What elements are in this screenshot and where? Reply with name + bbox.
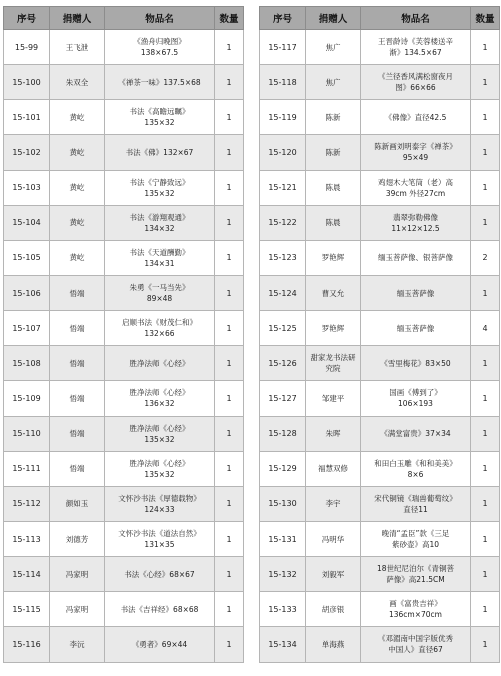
item-line: 11×12×12.5 xyxy=(391,223,440,233)
item-line: 书法《宁静致远》 xyxy=(129,177,190,187)
cell-item xyxy=(105,240,215,275)
table-row xyxy=(4,100,244,135)
cell-qty: 1 xyxy=(471,205,500,240)
cell-donor: 颜如玉 xyxy=(50,486,105,521)
cell-seq: 15-107 xyxy=(4,311,50,346)
cell-qty: 1 xyxy=(215,30,244,65)
cell-item xyxy=(105,275,215,310)
cell-item xyxy=(105,592,215,627)
header-item: 物品名 xyxy=(105,7,215,30)
table-row xyxy=(260,100,500,135)
item-line: 陈新画刘明泰字《禅茶》 xyxy=(374,142,457,152)
cell-donor: 陈晨 xyxy=(306,205,361,240)
item-line: 39cm 外径27cm xyxy=(385,188,446,198)
cell-item xyxy=(361,100,471,135)
cell-qty: 1 xyxy=(471,521,500,556)
cell-donor: 陈新 xyxy=(306,100,361,135)
item-line: 《佛像》直径42.5 xyxy=(384,112,447,122)
cell-item xyxy=(361,381,471,416)
table-row xyxy=(260,521,500,556)
item-line: 95×49 xyxy=(402,153,429,163)
item-line: 缅玉菩萨像 xyxy=(396,288,435,298)
item-line: 翡翠弥勒佛像 xyxy=(393,212,438,222)
header-seq: 序号 xyxy=(260,7,306,30)
table-row xyxy=(260,205,500,240)
cell-qty: 1 xyxy=(215,627,244,662)
table-row xyxy=(4,592,244,627)
cell-seq: 15-104 xyxy=(4,205,50,240)
cell-seq: 15-101 xyxy=(4,100,50,135)
cell-item xyxy=(105,65,215,100)
cell-item xyxy=(361,135,471,170)
table-row xyxy=(260,627,500,662)
cell-qty: 1 xyxy=(471,381,500,416)
cell-qty: 1 xyxy=(471,100,500,135)
item-line: 106×193 xyxy=(398,399,433,409)
item-line: 135×32 xyxy=(144,188,175,198)
cell-donor: 朱双全 xyxy=(50,65,105,100)
cell-qty: 1 xyxy=(471,592,500,627)
cell-seq: 15-105 xyxy=(4,240,50,275)
table-row xyxy=(4,30,244,65)
cell-qty: 1 xyxy=(215,521,244,556)
cell-item xyxy=(361,65,471,100)
cell-item xyxy=(105,135,215,170)
table-row xyxy=(260,592,500,627)
table-row xyxy=(260,486,500,521)
item-line: 文怀沙书法《厚德载物》 xyxy=(118,493,201,503)
cell-donor: 刘毅军 xyxy=(306,557,361,592)
cell-donor: 悟端 xyxy=(50,346,105,381)
cell-qty: 1 xyxy=(215,100,244,135)
item-line: 《雪里梅花》83×50 xyxy=(380,358,451,368)
cell-qty: 2 xyxy=(471,240,500,275)
cell-seq: 15-112 xyxy=(4,486,50,521)
table-row xyxy=(260,557,500,592)
cell-item xyxy=(105,381,215,416)
cell-qty: 1 xyxy=(471,416,500,451)
cell-qty: 1 xyxy=(215,205,244,240)
cell-item xyxy=(105,521,215,556)
donation-table-right xyxy=(259,6,500,663)
cell-donor: 黄屹 xyxy=(50,100,105,135)
header-donor: 捐赠人 xyxy=(50,7,105,30)
cell-qty: 1 xyxy=(471,486,500,521)
cell-item xyxy=(361,205,471,240)
table-row xyxy=(4,311,244,346)
cell-seq: 15-117 xyxy=(260,30,306,65)
item-line: 胜净法师《心经》 xyxy=(129,458,190,468)
cell-donor: 黄屹 xyxy=(50,135,105,170)
table-row xyxy=(4,240,244,275)
item-line: 胜净法师《心经》 xyxy=(129,423,190,433)
item-line: 《兰径香风满松窗夜月 xyxy=(378,72,453,82)
item-line: 胜净法师《心经》 xyxy=(129,358,190,368)
cell-seq: 15-102 xyxy=(4,135,50,170)
cell-item xyxy=(361,275,471,310)
item-line: 书法《高瞻远瞩》 xyxy=(129,107,190,117)
cell-donor: 李宇 xyxy=(306,486,361,521)
cell-seq: 15-118 xyxy=(260,65,306,100)
cell-seq: 15-134 xyxy=(260,627,306,662)
cell-qty: 1 xyxy=(471,557,500,592)
cell-donor: 悟端 xyxy=(50,275,105,310)
cell-donor: 曹又允 xyxy=(306,275,361,310)
cell-qty: 1 xyxy=(215,486,244,521)
cell-item xyxy=(105,627,215,662)
item-line: 134×31 xyxy=(144,258,175,268)
cell-seq: 15-123 xyxy=(260,240,306,275)
cell-qty: 1 xyxy=(215,381,244,416)
cell-seq: 15-129 xyxy=(260,451,306,486)
table-header-row xyxy=(4,7,244,30)
item-line: 136cm×70cm xyxy=(388,610,442,620)
table-row xyxy=(4,205,244,240)
cell-donor: 单海燕 xyxy=(306,627,361,662)
cell-item xyxy=(361,311,471,346)
item-line: 王晋龄诗《芙蓉楼送辛 xyxy=(378,37,453,47)
item-line: 135×32 xyxy=(144,469,175,479)
cell-donor: 朱晖 xyxy=(306,416,361,451)
cell-item xyxy=(361,592,471,627)
item-line: 136×32 xyxy=(144,399,175,409)
cell-donor: 冯家明 xyxy=(50,592,105,627)
cell-seq: 15-127 xyxy=(260,381,306,416)
item-line: 直径11 xyxy=(403,504,428,514)
cell-item xyxy=(361,486,471,521)
cell-item xyxy=(105,451,215,486)
item-line: 书法《心经》68×67 xyxy=(124,569,195,579)
cell-seq: 15-132 xyxy=(260,557,306,592)
cell-donor: 罗艳辉 xyxy=(306,240,361,275)
cell-item xyxy=(105,100,215,135)
header-qty: 数量 xyxy=(471,7,500,30)
cell-qty: 1 xyxy=(471,65,500,100)
table-row xyxy=(260,346,500,381)
table-row xyxy=(4,275,244,310)
cell-item xyxy=(361,627,471,662)
cell-qty: 1 xyxy=(215,275,244,310)
cell-seq: 15-131 xyxy=(260,521,306,556)
item-line: 萨像》高21.5CM xyxy=(386,575,445,585)
item-line: 18世纪尼泊尔《青铜菩 xyxy=(376,564,455,574)
cell-qty: 1 xyxy=(471,627,500,662)
cell-qty: 1 xyxy=(471,170,500,205)
header-donor: 捐赠人 xyxy=(306,7,361,30)
item-line: 画《富贵吉祥》 xyxy=(389,599,442,609)
cell-donor: 悟端 xyxy=(50,416,105,451)
table-row xyxy=(260,416,500,451)
header-item: 物品名 xyxy=(361,7,471,30)
table-row xyxy=(4,135,244,170)
cell-qty: 1 xyxy=(215,346,244,381)
item-line: 《邓湄南中国字版优秀 xyxy=(378,634,453,644)
cell-donor: 悟端 xyxy=(50,381,105,416)
cell-qty: 1 xyxy=(471,451,500,486)
cell-qty: 1 xyxy=(215,65,244,100)
item-line: 缅玉菩萨像、银菩萨像 xyxy=(378,253,453,263)
cell-item xyxy=(361,30,471,65)
item-line: 朱勇《一马当先》 xyxy=(129,283,190,293)
cell-item xyxy=(105,557,215,592)
cell-qty: 1 xyxy=(215,451,244,486)
cell-donor: 陈新 xyxy=(306,135,361,170)
item-line: 《渔舟归晚图》 xyxy=(133,37,186,47)
cell-seq: 15-108 xyxy=(4,346,50,381)
cell-qty: 1 xyxy=(471,30,500,65)
table-header-row xyxy=(260,7,500,30)
table-row xyxy=(4,416,244,451)
cell-donor: 李沅 xyxy=(50,627,105,662)
cell-donor: 王飞泄 xyxy=(50,30,105,65)
cell-donor: 黄屹 xyxy=(50,240,105,275)
table-row xyxy=(260,135,500,170)
cell-seq: 15-111 xyxy=(4,451,50,486)
table-row xyxy=(260,275,500,310)
table-row xyxy=(260,240,500,275)
item-line: 135×32 xyxy=(144,118,175,128)
cell-donor: 福慧双修 xyxy=(306,451,361,486)
cell-seq: 15-109 xyxy=(4,381,50,416)
cell-seq: 15-128 xyxy=(260,416,306,451)
cell-seq: 15-130 xyxy=(260,486,306,521)
item-line: 138×67.5 xyxy=(140,48,179,58)
item-line: 胜净法师《心经》 xyxy=(129,388,190,398)
cell-seq: 15-126 xyxy=(260,346,306,381)
item-line: 《满堂富贵》37×34 xyxy=(380,429,451,439)
cell-seq: 15-115 xyxy=(4,592,50,627)
cell-qty: 1 xyxy=(471,135,500,170)
table-row xyxy=(260,170,500,205)
cell-seq: 15-125 xyxy=(260,311,306,346)
cell-seq: 15-114 xyxy=(4,557,50,592)
cell-seq: 15-110 xyxy=(4,416,50,451)
table-row xyxy=(260,381,500,416)
cell-item xyxy=(105,416,215,451)
cell-donor: 焦广 xyxy=(306,65,361,100)
cell-donor: 刘德芳 xyxy=(50,521,105,556)
cell-qty: 1 xyxy=(215,240,244,275)
cell-item xyxy=(105,486,215,521)
cell-seq: 15-113 xyxy=(4,521,50,556)
item-line: 书法《游翔观通》 xyxy=(129,212,190,222)
item-line: 书法《佛》132×67 xyxy=(125,147,194,157)
item-line: 89×48 xyxy=(146,294,173,304)
cell-donor: 冯家明 xyxy=(50,557,105,592)
cell-donor: 黄屹 xyxy=(50,205,105,240)
item-line: 渐》134.5×67 xyxy=(389,48,442,58)
cell-qty: 1 xyxy=(215,311,244,346)
cell-qty: 4 xyxy=(471,311,500,346)
cell-qty: 1 xyxy=(471,275,500,310)
cell-seq: 15-116 xyxy=(4,627,50,662)
table-row xyxy=(4,557,244,592)
item-line: 132×66 xyxy=(144,329,175,339)
cell-donor: 悟端 xyxy=(50,311,105,346)
cell-seq: 15-99 xyxy=(4,30,50,65)
cell-donor: 胡彦银 xyxy=(306,592,361,627)
cell-item xyxy=(105,170,215,205)
item-line: 124×33 xyxy=(144,504,175,514)
cell-item xyxy=(105,30,215,65)
cell-qty: 1 xyxy=(215,557,244,592)
cell-donor: 邹建平 xyxy=(306,381,361,416)
cell-seq: 15-124 xyxy=(260,275,306,310)
header-qty: 数量 xyxy=(215,7,244,30)
item-line: 131×35 xyxy=(144,540,175,550)
cell-item xyxy=(361,170,471,205)
item-line: 缅玉菩萨像 xyxy=(396,323,435,333)
cell-seq: 15-122 xyxy=(260,205,306,240)
cell-seq: 15-133 xyxy=(260,592,306,627)
cell-item xyxy=(361,346,471,381)
item-line: 134×32 xyxy=(144,223,175,233)
item-line: 宋代铜镜《瑞兽葡萄纹》 xyxy=(374,493,457,503)
table-row xyxy=(4,521,244,556)
table-row xyxy=(260,451,500,486)
cell-qty: 1 xyxy=(215,416,244,451)
header-seq: 序号 xyxy=(4,7,50,30)
cell-qty: 1 xyxy=(215,135,244,170)
table-row xyxy=(4,346,244,381)
item-line: 中国人》直径67 xyxy=(388,645,443,655)
item-line: 紫砂壶》高10 xyxy=(391,540,440,550)
item-line: 和田白玉雕《和和美美》 xyxy=(374,458,457,468)
cell-seq: 15-100 xyxy=(4,65,50,100)
table-row xyxy=(260,65,500,100)
item-line: 晚清“孟臣”款《三足 xyxy=(381,529,450,539)
cell-item xyxy=(105,205,215,240)
table-row xyxy=(260,30,500,65)
donation-table-left xyxy=(3,6,244,663)
item-line: 图》66×66 xyxy=(395,83,436,93)
item-line: 8×6 xyxy=(407,469,424,479)
cell-donor: 悟端 xyxy=(50,451,105,486)
cell-qty: 1 xyxy=(215,592,244,627)
cell-seq: 15-106 xyxy=(4,275,50,310)
cell-donor: 黄屹 xyxy=(50,170,105,205)
cell-donor: 陈晨 xyxy=(306,170,361,205)
cell-seq: 15-121 xyxy=(260,170,306,205)
cell-item xyxy=(105,346,215,381)
table-row xyxy=(4,65,244,100)
item-line: 文怀沙书法《道法自然》 xyxy=(118,529,201,539)
item-line: 《勇者》69×44 xyxy=(131,639,188,649)
cell-qty: 1 xyxy=(215,170,244,205)
cell-item xyxy=(361,451,471,486)
cell-item xyxy=(361,521,471,556)
cell-seq: 15-120 xyxy=(260,135,306,170)
cell-donor: 冯明华 xyxy=(306,521,361,556)
cell-item xyxy=(361,240,471,275)
table-row xyxy=(4,381,244,416)
table-row xyxy=(4,170,244,205)
cell-seq: 15-103 xyxy=(4,170,50,205)
cell-donor: 甜家龙书法研究院 xyxy=(306,346,361,381)
table-row xyxy=(4,627,244,662)
item-line: 书法《天道酬勤》 xyxy=(129,247,190,257)
item-line: 书法《吉祥经》68×68 xyxy=(120,604,199,614)
item-line: 国画《傅到了》 xyxy=(389,388,442,398)
cell-donor: 焦广 xyxy=(306,30,361,65)
cell-donor: 罗艳辉 xyxy=(306,311,361,346)
cell-item xyxy=(105,311,215,346)
cell-item xyxy=(361,416,471,451)
item-line: 135×32 xyxy=(144,434,175,444)
item-line: 《禅茶一味》137.5×68 xyxy=(118,77,201,87)
cell-item xyxy=(361,557,471,592)
table-row xyxy=(4,486,244,521)
item-line: 启顺书法《财茂仁和》 xyxy=(122,318,197,328)
cell-qty: 1 xyxy=(471,346,500,381)
table-row xyxy=(260,311,500,346)
cell-seq: 15-119 xyxy=(260,100,306,135)
item-line: 鸡翅木大笔筒（老）高 xyxy=(378,177,453,187)
table-row xyxy=(4,451,244,486)
